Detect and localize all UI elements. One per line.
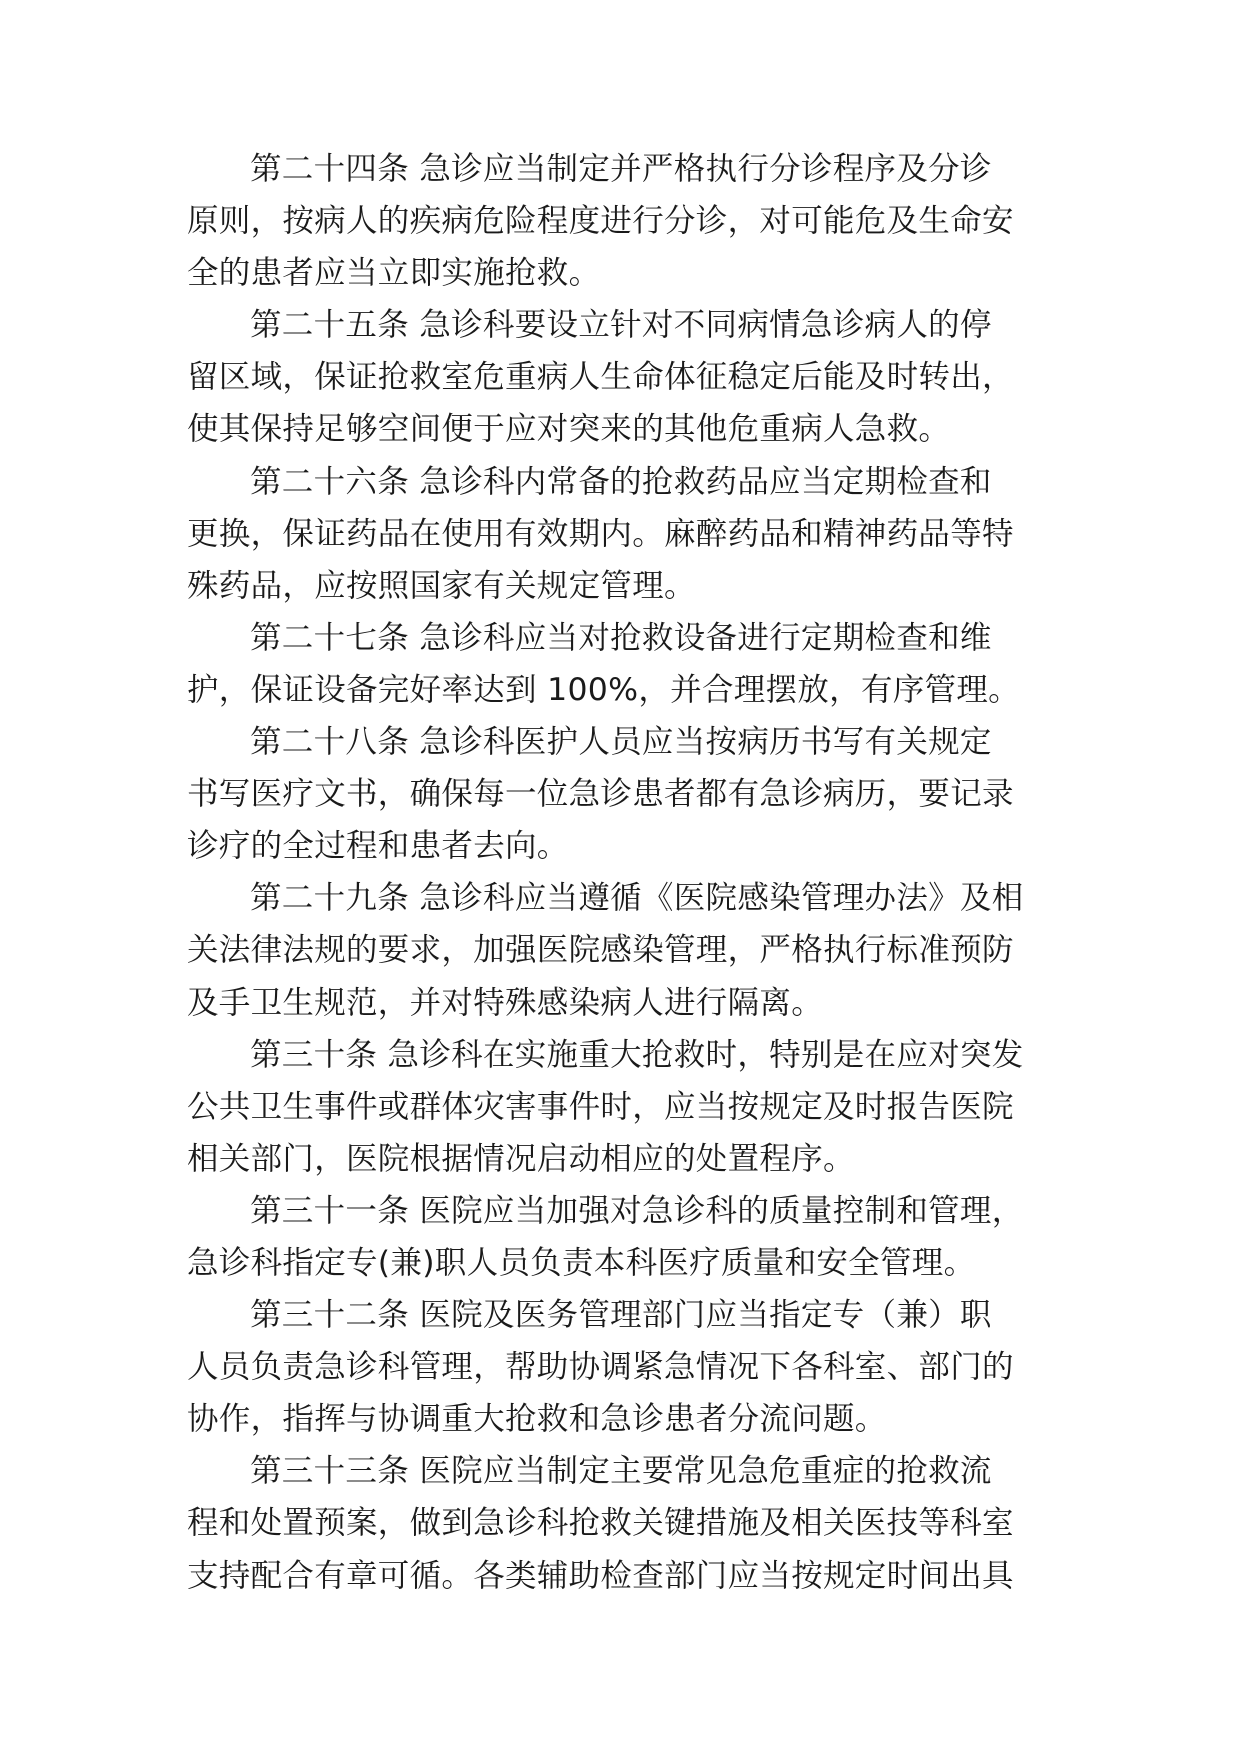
text-line: 书写医疗文书，确保每一位急诊患者都有急诊病历，要记录 bbox=[187, 776, 1014, 813]
text-line: 第三十二条 医院及医务管理部门应当指定专（兼）职 bbox=[250, 1297, 992, 1334]
text-line: 更换，保证药品在使用有效期内。麻醉药品和精神药品等特 bbox=[187, 515, 1014, 552]
article-29 bbox=[187, 872, 1067, 1028]
article-24 bbox=[187, 143, 1067, 299]
article-33 bbox=[187, 1445, 1067, 1601]
text-line: 留区域，保证抢救室危重病人生命体征稳定后能及时转出， bbox=[187, 359, 1014, 396]
text-line: 相关部门，医院根据情况启动相应的处置程序。 bbox=[187, 1140, 855, 1177]
text-line: 第三十条 急诊科在实施重大抢救时，特别是在应对突发 bbox=[250, 1036, 1024, 1073]
text-line: 支持配合有章可循。各类辅助检查部门应当按规定时间出具 bbox=[187, 1557, 1014, 1594]
text-line: 诊疗的全过程和患者去向。 bbox=[187, 828, 569, 865]
text-line: 第二十七条 急诊科应当对抢救设备进行定期检查和维 bbox=[250, 619, 992, 656]
text-line: 及手卫生规范，并对特殊感染病人进行隔离。 bbox=[187, 984, 824, 1021]
text-line: 第三十一条 医院应当加强对急诊科的质量控制和管理， bbox=[250, 1192, 1024, 1229]
document-body bbox=[187, 143, 1067, 1602]
text-line: 第二十四条 急诊应当制定并严格执行分诊程序及分诊 bbox=[250, 151, 992, 187]
text-line: 协作，指挥与协调重大抢救和急诊患者分流问题。 bbox=[187, 1401, 887, 1438]
text-line: 程和处置预案，做到急诊科抢救关键措施及相关医技等科室 bbox=[187, 1505, 1014, 1542]
text-line: 第二十九条 急诊科应当遵循《医院感染管理办法》及相 bbox=[250, 880, 1024, 917]
text-line: 第二十八条 急诊科医护人员应当按病历书写有关规定 bbox=[250, 724, 992, 761]
article-32 bbox=[187, 1289, 1067, 1445]
text-line: 原则，按病人的疾病危险程度进行分诊，对可能危及生命安 bbox=[187, 203, 1014, 240]
article-28 bbox=[187, 716, 1067, 872]
text-line: 使其保持足够空间便于应对突来的其他危重病人急救。 bbox=[187, 411, 951, 448]
text-line: 人员负责急诊科管理，帮助协调紧急情况下各科室、部门的 bbox=[187, 1349, 1014, 1386]
article-30 bbox=[187, 1029, 1067, 1185]
text-line: 关法律法规的要求，加强医院感染管理，严格执行标准预防 bbox=[187, 932, 1014, 969]
text-line: 公共卫生事件或群体灾害事件时，应当按规定及时报告医院 bbox=[187, 1088, 1014, 1125]
text-line: 全的患者应当立即实施抢救。 bbox=[187, 255, 601, 292]
article-27 bbox=[187, 612, 1067, 716]
text-line: 第二十六条 急诊科内常备的抢救药品应当定期检查和 bbox=[250, 463, 992, 500]
article-26 bbox=[187, 456, 1067, 612]
article-31 bbox=[187, 1185, 1067, 1289]
article-25 bbox=[187, 299, 1067, 455]
text-line: 护，保证设备完好率达到 100%，并合理摆放，有序管理。 bbox=[187, 671, 1020, 708]
text-line: 殊药品，应按照国家有关规定管理。 bbox=[187, 567, 696, 604]
text-line: 急诊科指定专(兼)职人员负责本科医疗质量和安全管理。 bbox=[187, 1244, 976, 1281]
text-line: 第三十三条 医院应当制定主要常见急危重症的抢救流 bbox=[250, 1453, 992, 1490]
text-line: 第二十五条 急诊科要设立针对不同病情急诊病人的停 bbox=[250, 307, 992, 344]
